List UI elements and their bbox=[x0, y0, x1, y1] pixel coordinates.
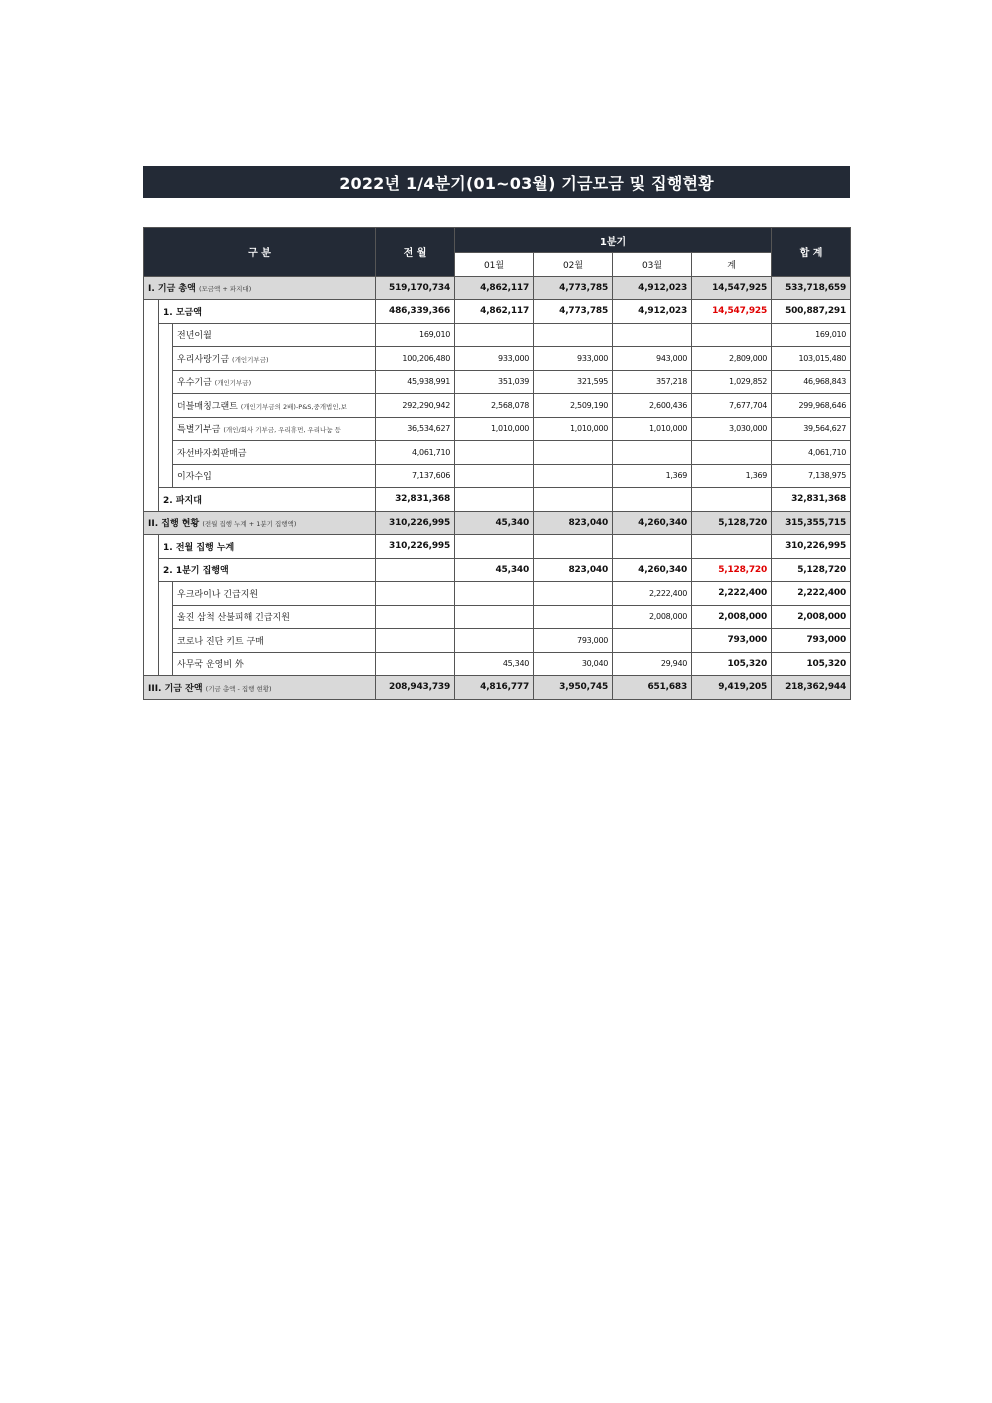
cell-month-2: 823,040 bbox=[534, 558, 613, 582]
cell-month-1 bbox=[455, 629, 534, 653]
row-label: I. 기금 총액 (모금액 + 파지대) bbox=[144, 276, 376, 300]
cell-month-1: 4,862,117 bbox=[455, 276, 534, 300]
cell-month-3: 943,000 bbox=[613, 347, 692, 371]
cell-subtotal: 3,030,000 bbox=[692, 417, 772, 441]
cell-month-2: 30,040 bbox=[534, 652, 613, 676]
cell-prev-month: 292,290,942 bbox=[376, 394, 455, 418]
row-matching-grant bbox=[144, 394, 851, 418]
cell-total: 533,718,659 bbox=[772, 276, 851, 300]
cell-month-3 bbox=[613, 488, 692, 512]
cell-subtotal: 1,029,852 bbox=[692, 370, 772, 394]
row-covid-kit bbox=[144, 629, 851, 653]
cell-prev-month bbox=[376, 652, 455, 676]
cell-subtotal: 2,008,000 bbox=[692, 605, 772, 629]
row-office bbox=[144, 652, 851, 676]
cell-month-1 bbox=[455, 605, 534, 629]
cell-prev-month: 169,010 bbox=[376, 323, 455, 347]
indent-cell bbox=[159, 582, 173, 676]
row-love-fund bbox=[144, 347, 851, 371]
cell-total: 299,968,646 bbox=[772, 394, 851, 418]
cell-month-3: 4,260,340 bbox=[613, 558, 692, 582]
cell-total: 2,008,000 bbox=[772, 605, 851, 629]
cell-month-3: 2,008,000 bbox=[613, 605, 692, 629]
header-prev-month: 전 월 bbox=[376, 228, 455, 277]
cell-month-1 bbox=[455, 323, 534, 347]
row-scrap bbox=[144, 488, 851, 512]
row-wildfire bbox=[144, 605, 851, 629]
cell-month-1: 351,039 bbox=[455, 370, 534, 394]
cell-month-3 bbox=[613, 323, 692, 347]
row-label: 자선바자회판매금 bbox=[173, 441, 376, 465]
row-label: 우크라이나 긴급지원 bbox=[173, 582, 376, 606]
cell-total: 4,061,710 bbox=[772, 441, 851, 465]
row-excellent-fund bbox=[144, 370, 851, 394]
cell-month-2: 3,950,745 bbox=[534, 676, 613, 700]
cell-prev-month bbox=[376, 629, 455, 653]
cell-month-2 bbox=[534, 605, 613, 629]
row-label: 사무국 운영비 外 bbox=[173, 652, 376, 676]
header-month-3: 03월 bbox=[613, 253, 692, 277]
header-quarter: 1분기 bbox=[455, 228, 772, 253]
cell-total: 218,362,944 bbox=[772, 676, 851, 700]
cell-month-2 bbox=[534, 488, 613, 512]
row-fund-total bbox=[144, 276, 851, 300]
cell-month-3: 2,600,436 bbox=[613, 394, 692, 418]
cell-subtotal: 14,547,925 bbox=[692, 300, 772, 324]
cell-prev-month: 486,339,366 bbox=[376, 300, 455, 324]
cell-total: 5,128,720 bbox=[772, 558, 851, 582]
cell-prev-month: 32,831,368 bbox=[376, 488, 455, 512]
cell-prev-month: 310,226,995 bbox=[376, 535, 455, 559]
cell-month-1 bbox=[455, 535, 534, 559]
cell-total: 105,320 bbox=[772, 652, 851, 676]
row-bazaar bbox=[144, 441, 851, 465]
cell-month-3: 2,222,400 bbox=[613, 582, 692, 606]
row-prev-exec bbox=[144, 535, 851, 559]
indent-cell bbox=[144, 535, 159, 676]
cell-total: 793,000 bbox=[772, 629, 851, 653]
cell-month-3: 651,683 bbox=[613, 676, 692, 700]
cell-month-2 bbox=[534, 323, 613, 347]
row-special-fund bbox=[144, 417, 851, 441]
cell-month-3: 4,912,023 bbox=[613, 276, 692, 300]
cell-subtotal: 9,419,205 bbox=[692, 676, 772, 700]
cell-total: 169,010 bbox=[772, 323, 851, 347]
cell-prev-month: 519,170,734 bbox=[376, 276, 455, 300]
cell-month-2: 1,010,000 bbox=[534, 417, 613, 441]
header-subtotal: 계 bbox=[692, 253, 772, 277]
row-label: 우리사랑기금 (개인기부금) bbox=[173, 347, 376, 371]
cell-subtotal: 2,222,400 bbox=[692, 582, 772, 606]
row-label: 전년이월 bbox=[173, 323, 376, 347]
cell-prev-month: 310,226,995 bbox=[376, 511, 455, 535]
cell-month-2: 4,773,785 bbox=[534, 276, 613, 300]
cell-month-2 bbox=[534, 535, 613, 559]
cell-month-1: 933,000 bbox=[455, 347, 534, 371]
cell-month-2: 2,509,190 bbox=[534, 394, 613, 418]
cell-month-3: 4,912,023 bbox=[613, 300, 692, 324]
row-q1-exec bbox=[144, 558, 851, 582]
cell-total: 103,015,480 bbox=[772, 347, 851, 371]
cell-month-1 bbox=[455, 441, 534, 465]
row-label: 더블매칭그랜트 (개인기부금의 2배)-P&S,중개법인,보 bbox=[173, 394, 376, 418]
row-label: 울진 삼척 산불피해 긴급지원 bbox=[173, 605, 376, 629]
cell-month-2: 933,000 bbox=[534, 347, 613, 371]
cell-month-3: 4,260,340 bbox=[613, 511, 692, 535]
cell-month-3: 357,218 bbox=[613, 370, 692, 394]
report-title: 2022년 1/4분기(01~03월) 기금모금 및 집행현황 bbox=[339, 173, 714, 193]
cell-month-1: 4,862,117 bbox=[455, 300, 534, 324]
row-label: 1. 모금액 bbox=[159, 300, 376, 324]
cell-subtotal bbox=[692, 441, 772, 465]
cell-month-2: 321,595 bbox=[534, 370, 613, 394]
cell-total: 7,138,975 bbox=[772, 464, 851, 488]
row-interest bbox=[144, 464, 851, 488]
cell-total: 315,355,715 bbox=[772, 511, 851, 535]
header-month-1: 01월 bbox=[455, 253, 534, 277]
cell-subtotal: 5,128,720 bbox=[692, 558, 772, 582]
cell-prev-month: 208,943,739 bbox=[376, 676, 455, 700]
row-label: 이자수입 bbox=[173, 464, 376, 488]
cell-subtotal bbox=[692, 535, 772, 559]
report-title-bar bbox=[143, 166, 850, 198]
cell-month-3 bbox=[613, 441, 692, 465]
cell-month-3: 1,369 bbox=[613, 464, 692, 488]
cell-prev-month: 7,137,606 bbox=[376, 464, 455, 488]
cell-month-3 bbox=[613, 629, 692, 653]
row-carryover bbox=[144, 323, 851, 347]
row-label: 2. 1분기 집행액 bbox=[159, 558, 376, 582]
header-row-1 bbox=[144, 228, 851, 253]
indent-cell bbox=[144, 300, 159, 512]
cell-prev-month: 4,061,710 bbox=[376, 441, 455, 465]
cell-total: 46,968,843 bbox=[772, 370, 851, 394]
cell-month-1: 45,340 bbox=[455, 652, 534, 676]
cell-month-1: 4,816,777 bbox=[455, 676, 534, 700]
cell-prev-month: 100,206,480 bbox=[376, 347, 455, 371]
cell-subtotal: 14,547,925 bbox=[692, 276, 772, 300]
cell-total: 39,564,627 bbox=[772, 417, 851, 441]
row-label: 우수기금 (개인기부금) bbox=[173, 370, 376, 394]
cell-subtotal: 2,809,000 bbox=[692, 347, 772, 371]
cell-total: 2,222,400 bbox=[772, 582, 851, 606]
row-label: 코로나 진단 키트 구매 bbox=[173, 629, 376, 653]
cell-total: 310,226,995 bbox=[772, 535, 851, 559]
cell-subtotal: 105,320 bbox=[692, 652, 772, 676]
row-ukraine bbox=[144, 582, 851, 606]
cell-month-1: 45,340 bbox=[455, 558, 534, 582]
cell-prev-month bbox=[376, 582, 455, 606]
cell-prev-month: 36,534,627 bbox=[376, 417, 455, 441]
cell-month-3: 1,010,000 bbox=[613, 417, 692, 441]
row-label: II. 집행 현황 (전월 집행 누계 + 1분기 집행액) bbox=[144, 511, 376, 535]
cell-month-1 bbox=[455, 464, 534, 488]
cell-total: 32,831,368 bbox=[772, 488, 851, 512]
row-label: 1. 전월 집행 누계 bbox=[159, 535, 376, 559]
cell-prev-month bbox=[376, 605, 455, 629]
row-balance bbox=[144, 676, 851, 700]
fund-report-table bbox=[143, 227, 851, 700]
cell-month-2 bbox=[534, 464, 613, 488]
cell-subtotal bbox=[692, 488, 772, 512]
cell-month-2 bbox=[534, 582, 613, 606]
header-month-2: 02월 bbox=[534, 253, 613, 277]
cell-subtotal bbox=[692, 323, 772, 347]
cell-subtotal: 5,128,720 bbox=[692, 511, 772, 535]
header-category: 구 분 bbox=[144, 228, 376, 277]
cell-subtotal: 1,369 bbox=[692, 464, 772, 488]
row-label: 특별기부금 (개인/회사 기부금, 우리휴먼, 우리나눔 등 bbox=[173, 417, 376, 441]
cell-subtotal: 793,000 bbox=[692, 629, 772, 653]
cell-month-2 bbox=[534, 441, 613, 465]
row-exec-status bbox=[144, 511, 851, 535]
cell-month-3: 29,940 bbox=[613, 652, 692, 676]
row-donation bbox=[144, 300, 851, 324]
cell-prev-month bbox=[376, 558, 455, 582]
cell-month-1: 45,340 bbox=[455, 511, 534, 535]
header-total: 합 계 bbox=[772, 228, 851, 277]
cell-month-3 bbox=[613, 535, 692, 559]
cell-month-2: 793,000 bbox=[534, 629, 613, 653]
cell-month-1: 2,568,078 bbox=[455, 394, 534, 418]
cell-month-1 bbox=[455, 488, 534, 512]
cell-month-2: 823,040 bbox=[534, 511, 613, 535]
cell-month-2: 4,773,785 bbox=[534, 300, 613, 324]
cell-month-1 bbox=[455, 582, 534, 606]
indent-cell bbox=[159, 323, 173, 488]
row-label: 2. 파지대 bbox=[159, 488, 376, 512]
cell-subtotal: 7,677,704 bbox=[692, 394, 772, 418]
cell-month-1: 1,010,000 bbox=[455, 417, 534, 441]
cell-total: 500,887,291 bbox=[772, 300, 851, 324]
cell-prev-month: 45,938,991 bbox=[376, 370, 455, 394]
row-label: III. 기금 잔액 (기금 총액 - 집행 현황) bbox=[144, 676, 376, 700]
